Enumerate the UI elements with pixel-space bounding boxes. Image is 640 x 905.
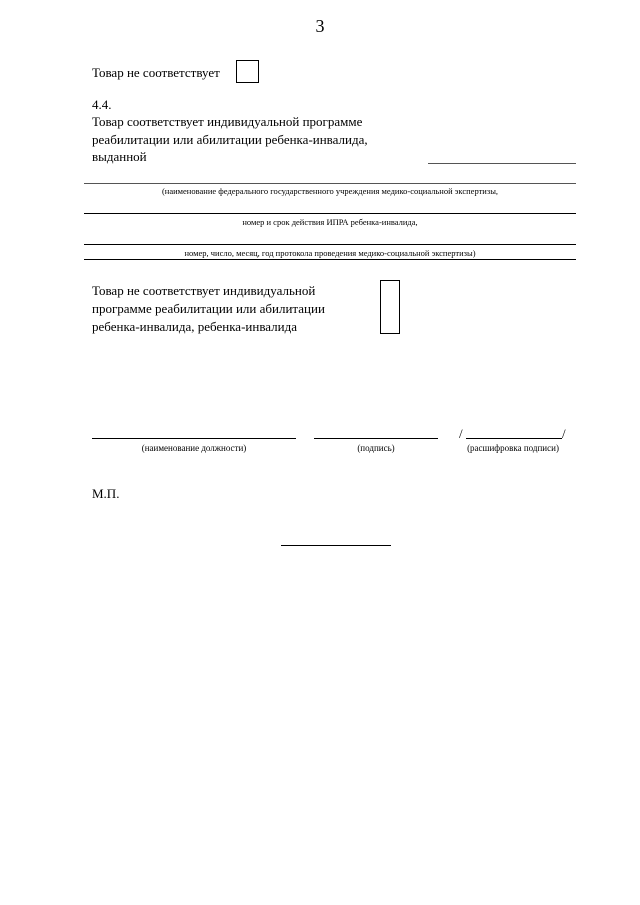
- page-number: 3: [315, 16, 325, 36]
- position-caption: (наименование должности): [141, 443, 247, 453]
- program-not-compliant-line3: ребенка-инвалида, ребенка-инвалида: [92, 319, 298, 334]
- closing-separator: [281, 545, 391, 546]
- institution-line-top: [84, 183, 576, 184]
- section-number: 4.4.: [92, 97, 112, 112]
- decoding-slash-left: /: [459, 426, 463, 441]
- decoding-caption: (расшифровка подписи): [467, 443, 559, 453]
- not-compliant-label: Товар не соответствует: [92, 65, 220, 80]
- section-text-line3: выданной: [92, 149, 147, 164]
- protocol-line-bottom: [84, 259, 576, 260]
- protocol-line[interactable]: [84, 244, 576, 245]
- ipra-line[interactable]: [84, 213, 576, 214]
- section-text-line2: реабилитации или абилитации ребенка-инвалида,: [92, 132, 368, 147]
- institution-caption: (наименование федерального государственного учреждения медико-социальной экспертизы,: [161, 186, 499, 196]
- not-compliant-checkbox[interactable]: [236, 60, 259, 83]
- stamp-label: М.П.: [92, 486, 120, 501]
- decoding-line[interactable]: [466, 438, 562, 439]
- program-not-compliant-line1: Товар не соответствует индивидуальной: [92, 283, 316, 298]
- program-not-compliant-checkbox[interactable]: [380, 280, 400, 334]
- signature-line[interactable]: [314, 438, 438, 439]
- program-not-compliant-line2: программе реабилитации или абилитации: [92, 301, 325, 316]
- position-line[interactable]: [92, 438, 296, 439]
- issued-by-line[interactable]: [428, 163, 576, 164]
- section-text-line1: Товар соответствует индивидуальной программе: [92, 114, 363, 129]
- protocol-caption: номер, число, месяц, год протокола проведения медико-социальной экспертизы): [184, 248, 476, 258]
- ipra-caption: номер и срок действия ИПРА ребенка-инвалида,: [242, 217, 418, 227]
- decoding-slash-right: /: [562, 426, 566, 441]
- signature-caption: (подпись): [357, 443, 395, 453]
